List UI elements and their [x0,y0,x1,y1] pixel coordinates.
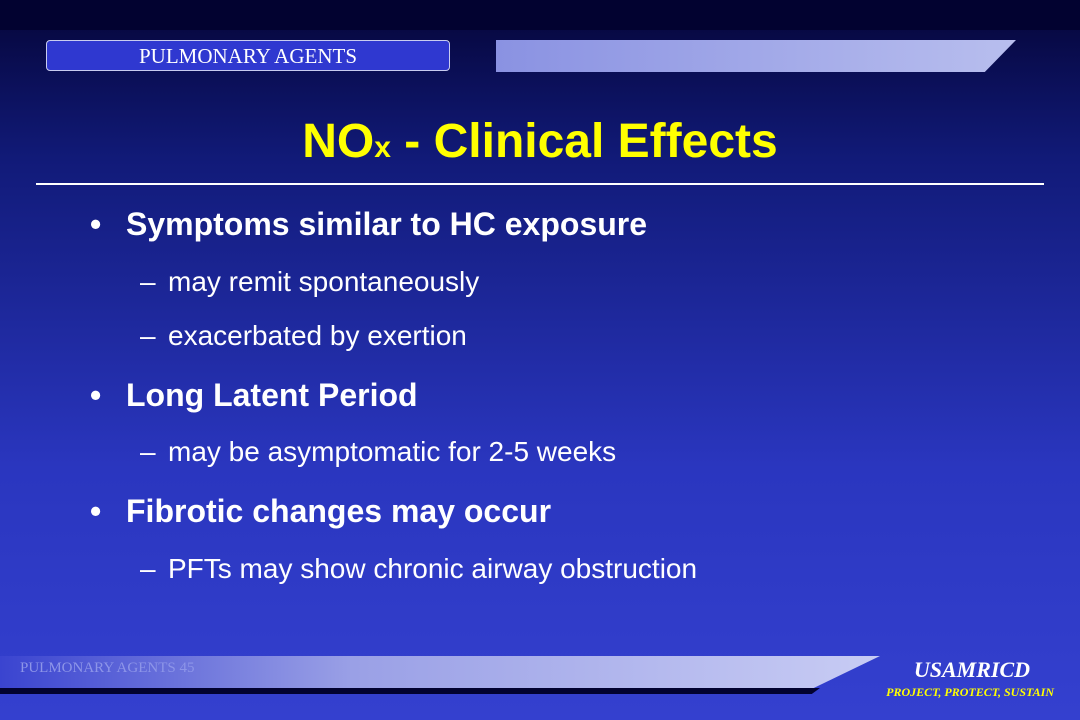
dash-icon: – [140,266,156,297]
slide-number-label: PULMONARY AGENTS 45 [20,660,195,676]
bullet-icon: • [90,493,102,529]
sub-bullet-text: exacerbated by exertion [168,320,467,351]
dash-icon: – [140,553,156,584]
dash-icon: – [140,436,156,467]
bullet-text: Long Latent Period [126,377,418,413]
organization-name: USAMRICD [913,657,1030,682]
bullet-icon: • [90,206,102,242]
header-decor-bar [496,40,1016,72]
sub-bullet-item [140,266,479,298]
bullet-item [90,206,647,243]
footer-line [0,688,820,694]
bullet-item [90,493,551,530]
sub-bullet-text: may remit spontaneously [168,266,480,297]
organization-motto: PROJECT, PROTECT, SUSTAIN [886,685,1054,699]
sub-bullet-item [140,553,697,585]
title-rest: - Clinical Effects [390,115,778,168]
section-tag: PULMONARY AGENTS [46,40,450,71]
sub-bullet-item [140,320,467,352]
slide-title [0,112,1080,178]
bullet-text: Fibrotic changes may occur [126,493,552,529]
bullet-item [90,377,418,414]
top-band [0,0,1080,30]
bullet-text: Symptoms similar to HC exposure [126,206,648,242]
sub-bullet-text: may be asymptomatic for 2-5 weeks [168,436,617,467]
title-main: NO [302,115,375,168]
sub-bullet-text: PFTs may show chronic airway obstruction [168,553,698,584]
dash-icon: – [140,320,156,351]
title-subscript: x [374,131,391,164]
bullet-icon: • [90,377,102,413]
sub-bullet-item [140,436,616,468]
title-divider [36,183,1044,185]
